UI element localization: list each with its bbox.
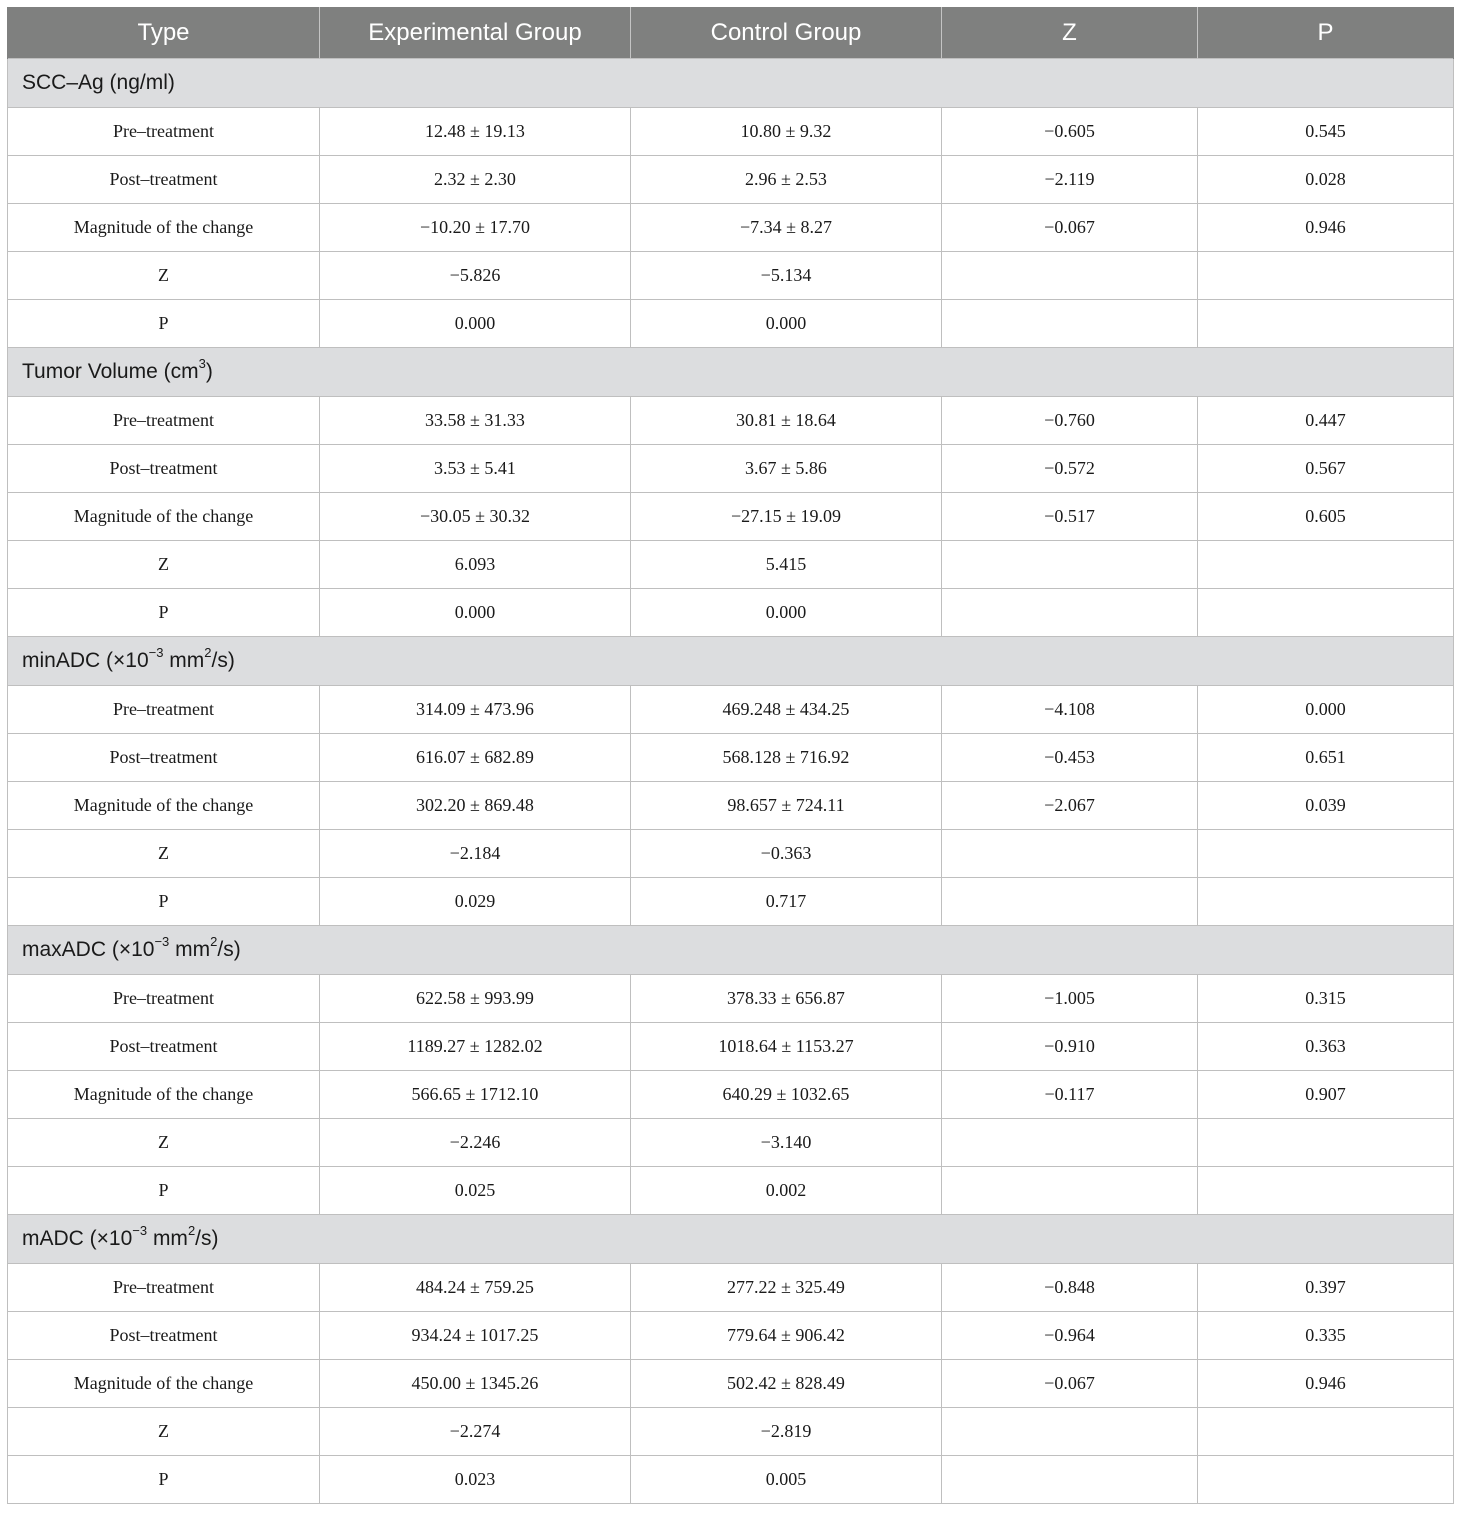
z-value: −2.119	[942, 156, 1198, 204]
header-experimental-group: Experimental Group	[320, 7, 631, 59]
experimental-value: 484.24 ± 759.25	[320, 1264, 631, 1312]
row-label: Magnitude of the change	[8, 1360, 320, 1408]
section-title-text-end: /s)	[217, 938, 241, 961]
section-row	[8, 926, 1454, 975]
z-value: −0.848	[942, 1264, 1198, 1312]
p-value: 0.397	[1198, 1264, 1454, 1312]
experimental-value: −2.184	[320, 830, 631, 878]
row-label: Pre–treatment	[8, 975, 320, 1023]
table-row	[8, 156, 1454, 204]
z-value	[942, 252, 1198, 300]
experimental-value: 0.023	[320, 1456, 631, 1504]
results-table	[7, 7, 1454, 1504]
section-title-text-end: /s)	[211, 649, 235, 672]
row-label: Magnitude of the change	[8, 782, 320, 830]
experimental-value: −2.246	[320, 1119, 631, 1167]
experimental-value: 616.07 ± 682.89	[320, 734, 631, 782]
table-row	[8, 686, 1454, 734]
z-value	[942, 1119, 1198, 1167]
row-label: P	[8, 1456, 320, 1504]
table-row	[8, 1167, 1454, 1215]
section-title-text: mADC (×10	[22, 1227, 133, 1250]
control-value: 277.22 ± 325.49	[631, 1264, 942, 1312]
control-value: 3.67 ± 5.86	[631, 445, 942, 493]
z-value	[942, 589, 1198, 637]
section-title-text: SCC–Ag (ng/ml)	[22, 71, 175, 94]
control-value: −0.363	[631, 830, 942, 878]
p-value: 0.651	[1198, 734, 1454, 782]
section-title	[8, 348, 1454, 397]
control-value: 640.29 ± 1032.65	[631, 1071, 942, 1119]
control-value: 98.657 ± 724.11	[631, 782, 942, 830]
p-value	[1198, 541, 1454, 589]
z-value: −0.605	[942, 108, 1198, 156]
section-title	[8, 1215, 1454, 1264]
section-row	[8, 637, 1454, 686]
experimental-value: 0.029	[320, 878, 631, 926]
section-title-text-mid: mm	[147, 1227, 188, 1250]
p-value: 0.946	[1198, 1360, 1454, 1408]
row-label: Z	[8, 1119, 320, 1167]
p-value	[1198, 830, 1454, 878]
z-value: −0.910	[942, 1023, 1198, 1071]
section-row	[8, 1215, 1454, 1264]
table-row	[8, 734, 1454, 782]
section-title	[8, 59, 1454, 108]
p-value: 0.567	[1198, 445, 1454, 493]
section-title-text-end: /s)	[195, 1227, 219, 1250]
section-title-superscript: 3	[198, 356, 206, 371]
control-value: 30.81 ± 18.64	[631, 397, 942, 445]
row-label: Pre–treatment	[8, 1264, 320, 1312]
row-label: Pre–treatment	[8, 686, 320, 734]
control-value: 502.42 ± 828.49	[631, 1360, 942, 1408]
experimental-value: 934.24 ± 1017.25	[320, 1312, 631, 1360]
section-title	[8, 637, 1454, 686]
row-label: P	[8, 878, 320, 926]
experimental-value: 314.09 ± 473.96	[320, 686, 631, 734]
experimental-value: 12.48 ± 19.13	[320, 108, 631, 156]
control-value: 0.002	[631, 1167, 942, 1215]
table-row	[8, 445, 1454, 493]
experimental-value: 0.000	[320, 589, 631, 637]
control-value: 2.96 ± 2.53	[631, 156, 942, 204]
row-label: Magnitude of the change	[8, 1071, 320, 1119]
section-title-superscript: −3	[132, 1223, 148, 1238]
table-row	[8, 1408, 1454, 1456]
section-title-text: Tumor Volume (cm	[22, 360, 199, 383]
control-value: 0.000	[631, 300, 942, 348]
p-value: 0.946	[1198, 204, 1454, 252]
p-value: 0.545	[1198, 108, 1454, 156]
experimental-value: 302.20 ± 869.48	[320, 782, 631, 830]
experimental-value: 3.53 ± 5.41	[320, 445, 631, 493]
table-row	[8, 1071, 1454, 1119]
row-label: Post–treatment	[8, 445, 320, 493]
control-value: −3.140	[631, 1119, 942, 1167]
p-value	[1198, 589, 1454, 637]
section-title-superscript-2: 2	[210, 934, 218, 949]
z-value: −0.517	[942, 493, 1198, 541]
header-control-group: Control Group	[631, 7, 942, 59]
row-label: P	[8, 1167, 320, 1215]
section-title-superscript: −3	[148, 645, 164, 660]
control-value: −2.819	[631, 1408, 942, 1456]
z-value: −0.117	[942, 1071, 1198, 1119]
row-label: P	[8, 589, 320, 637]
control-value: 779.64 ± 906.42	[631, 1312, 942, 1360]
section-title	[8, 926, 1454, 975]
z-value	[942, 830, 1198, 878]
p-value	[1198, 1119, 1454, 1167]
p-value: 0.363	[1198, 1023, 1454, 1071]
p-value	[1198, 1408, 1454, 1456]
experimental-value: −30.05 ± 30.32	[320, 493, 631, 541]
experimental-value: 566.65 ± 1712.10	[320, 1071, 631, 1119]
control-value: 10.80 ± 9.32	[631, 108, 942, 156]
p-value	[1198, 252, 1454, 300]
row-label: Z	[8, 541, 320, 589]
experimental-value: −5.826	[320, 252, 631, 300]
table-row	[8, 589, 1454, 637]
experimental-value: 2.32 ± 2.30	[320, 156, 631, 204]
row-label: Pre–treatment	[8, 397, 320, 445]
experimental-value: 0.000	[320, 300, 631, 348]
table-row	[8, 397, 1454, 445]
z-value	[942, 300, 1198, 348]
z-value	[942, 1408, 1198, 1456]
row-label: Magnitude of the change	[8, 493, 320, 541]
row-label: Post–treatment	[8, 1023, 320, 1071]
row-label: Z	[8, 1408, 320, 1456]
z-value: −0.453	[942, 734, 1198, 782]
z-value: −0.067	[942, 1360, 1198, 1408]
table-row	[8, 204, 1454, 252]
p-value	[1198, 1456, 1454, 1504]
z-value	[942, 1456, 1198, 1504]
z-value: −0.067	[942, 204, 1198, 252]
table-row	[8, 1312, 1454, 1360]
experimental-value: 622.58 ± 993.99	[320, 975, 631, 1023]
section-title-superscript-2: 2	[204, 645, 212, 660]
table-row	[8, 782, 1454, 830]
p-value	[1198, 878, 1454, 926]
row-label: P	[8, 300, 320, 348]
table-header	[8, 7, 1454, 59]
control-value: −27.15 ± 19.09	[631, 493, 942, 541]
p-value: 0.335	[1198, 1312, 1454, 1360]
table-row	[8, 1264, 1454, 1312]
control-value: −7.34 ± 8.27	[631, 204, 942, 252]
table-row	[8, 830, 1454, 878]
p-value: 0.039	[1198, 782, 1454, 830]
table-row	[8, 1360, 1454, 1408]
control-value: 5.415	[631, 541, 942, 589]
z-value: −2.067	[942, 782, 1198, 830]
row-label: Z	[8, 830, 320, 878]
section-title-text-mid: mm	[169, 938, 211, 961]
section-title-text-mid: )	[205, 360, 213, 383]
z-value	[942, 541, 1198, 589]
row-label: Pre–treatment	[8, 108, 320, 156]
p-value: 0.315	[1198, 975, 1454, 1023]
header-z: Z	[942, 7, 1198, 59]
control-value: 0.717	[631, 878, 942, 926]
control-value: 378.33 ± 656.87	[631, 975, 942, 1023]
row-label: Post–treatment	[8, 1312, 320, 1360]
section-title-text: minADC (×10	[22, 649, 149, 672]
table-body	[8, 59, 1454, 1504]
section-title-text-mid: mm	[163, 649, 205, 672]
table-row	[8, 300, 1454, 348]
section-row	[8, 59, 1454, 108]
z-value: −0.964	[942, 1312, 1198, 1360]
control-value: 469.248 ± 434.25	[631, 686, 942, 734]
row-label: Z	[8, 252, 320, 300]
z-value: −0.760	[942, 397, 1198, 445]
z-value: −0.572	[942, 445, 1198, 493]
experimental-value: −10.20 ± 17.70	[320, 204, 631, 252]
control-value: 0.005	[631, 1456, 942, 1504]
experimental-value: −2.274	[320, 1408, 631, 1456]
control-value: −5.134	[631, 252, 942, 300]
p-value	[1198, 1167, 1454, 1215]
header-p: P	[1198, 7, 1454, 59]
table-row	[8, 1119, 1454, 1167]
table-row	[8, 1456, 1454, 1504]
p-value: 0.000	[1198, 686, 1454, 734]
z-value: −1.005	[942, 975, 1198, 1023]
table-row	[8, 493, 1454, 541]
experimental-value: 33.58 ± 31.33	[320, 397, 631, 445]
p-value: 0.605	[1198, 493, 1454, 541]
table-row	[8, 541, 1454, 589]
header-type: Type	[8, 7, 320, 59]
p-value	[1198, 300, 1454, 348]
experimental-value: 450.00 ± 1345.26	[320, 1360, 631, 1408]
control-value: 0.000	[631, 589, 942, 637]
section-title-superscript-2: 2	[187, 1223, 196, 1238]
table-row	[8, 878, 1454, 926]
table-row	[8, 975, 1454, 1023]
z-value	[942, 1167, 1198, 1215]
p-value: 0.447	[1198, 397, 1454, 445]
experimental-value: 6.093	[320, 541, 631, 589]
table-row	[8, 1023, 1454, 1071]
p-value: 0.907	[1198, 1071, 1454, 1119]
experimental-value: 0.025	[320, 1167, 631, 1215]
z-value: −4.108	[942, 686, 1198, 734]
experimental-value: 1189.27 ± 1282.02	[320, 1023, 631, 1071]
z-value	[942, 878, 1198, 926]
table-row	[8, 108, 1454, 156]
row-label: Post–treatment	[8, 734, 320, 782]
section-row	[8, 348, 1454, 397]
table-row	[8, 252, 1454, 300]
control-value: 1018.64 ± 1153.27	[631, 1023, 942, 1071]
control-value: 568.128 ± 716.92	[631, 734, 942, 782]
row-label: Post–treatment	[8, 156, 320, 204]
row-label: Magnitude of the change	[8, 204, 320, 252]
p-value: 0.028	[1198, 156, 1454, 204]
section-title-text: maxADC (×10	[22, 938, 155, 961]
header-row	[8, 7, 1454, 59]
section-title-superscript: −3	[154, 934, 170, 949]
